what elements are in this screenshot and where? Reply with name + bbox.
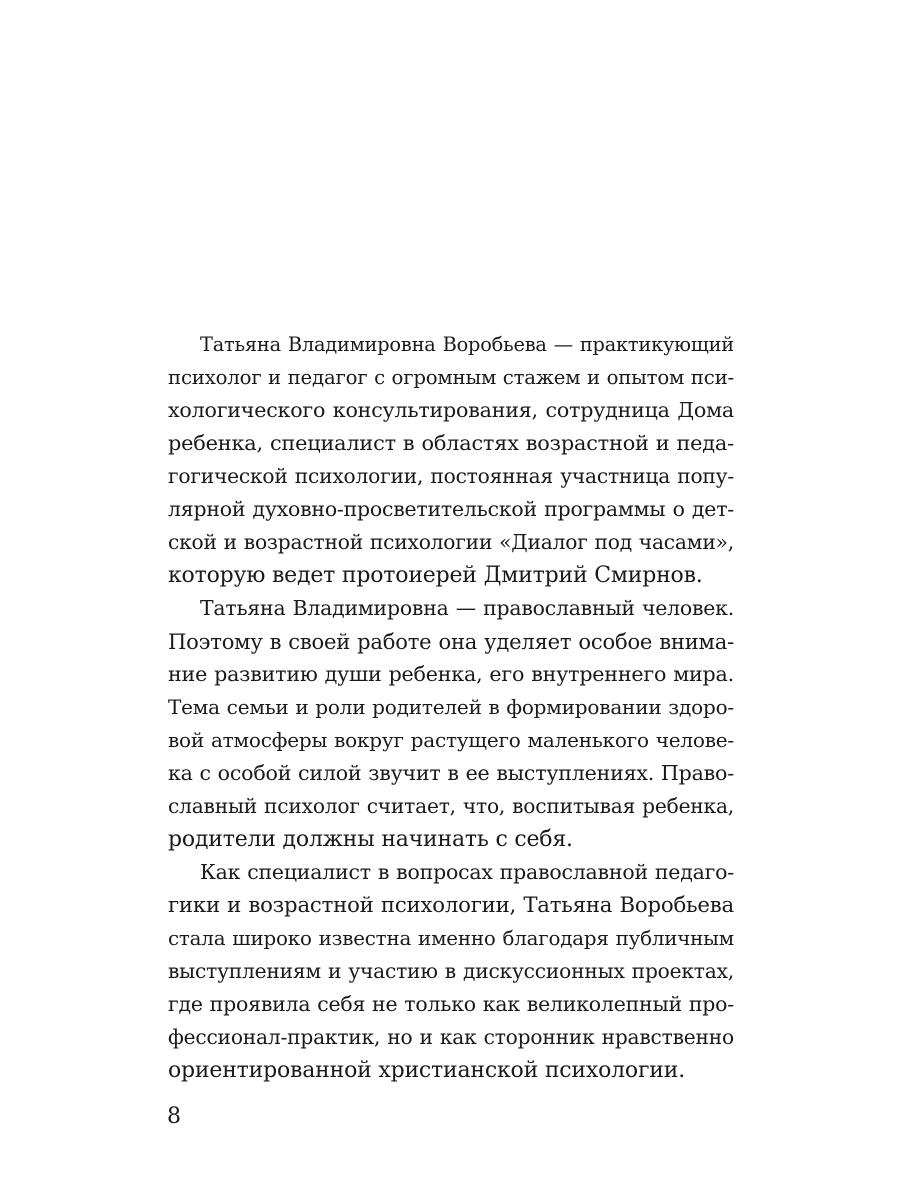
text-line: славный психолог считает, что, воспитывая ребенка, [168,794,734,818]
text-line: лярной духовно-просветительской программы о дет- [168,497,734,521]
text-line: ребенка, специалист в областях возрастной и педа- [168,431,734,455]
text-line: Татьяна Владимировна — православный человек. [200,596,734,620]
text-line: где проявила себя не только как великолепный про- [168,992,734,1016]
text-line: которую ведет протоиерей Дмитрий Смирнов. [168,563,703,588]
text-line: ской и возрастной психологии «Диалог под часами», [168,530,734,554]
text-line: гики и возрастной психологии, Татьяна Воробьева [168,893,734,918]
text-line: Татьяна Владимировна Воробьева — практикующий [200,333,734,356]
text-line: вой атмосферы вокруг растущего маленького челове- [168,728,734,752]
text-line: фессионал-практик, но и как сторонник нравственно [168,1025,734,1049]
text-line: ка с особой силой звучит в ее выступлениях. Право- [168,761,734,785]
text-line: Как специалист в вопросах православной педаго- [200,860,734,884]
text-line: Тема семьи и роли родителей в формировании здоро- [168,695,734,719]
text-line: психолог и педагог с огромным стажем и опытом пси- [168,366,734,389]
text-line: Поэтому в своей работе она уделяет особое внима- [168,629,734,654]
text-line: ние развитию души ребенка, его внутреннего мира. [168,662,734,686]
body-text [168,328,734,1087]
text-line: стала широко известна именно благодаря публичным [168,927,734,950]
text-line: хологического консультирования, сотрудница Дома [168,398,734,422]
text-line: ориентированной христианской психологии. [168,1058,685,1083]
page-number: 8 [167,1104,181,1129]
text-line: гогической психологии, постоянная участница попу- [168,464,734,488]
text-line: выступлениям и участию в дискуссионных проектах, [168,959,734,983]
text-line: родители должны начинать с себя. [168,827,573,852]
